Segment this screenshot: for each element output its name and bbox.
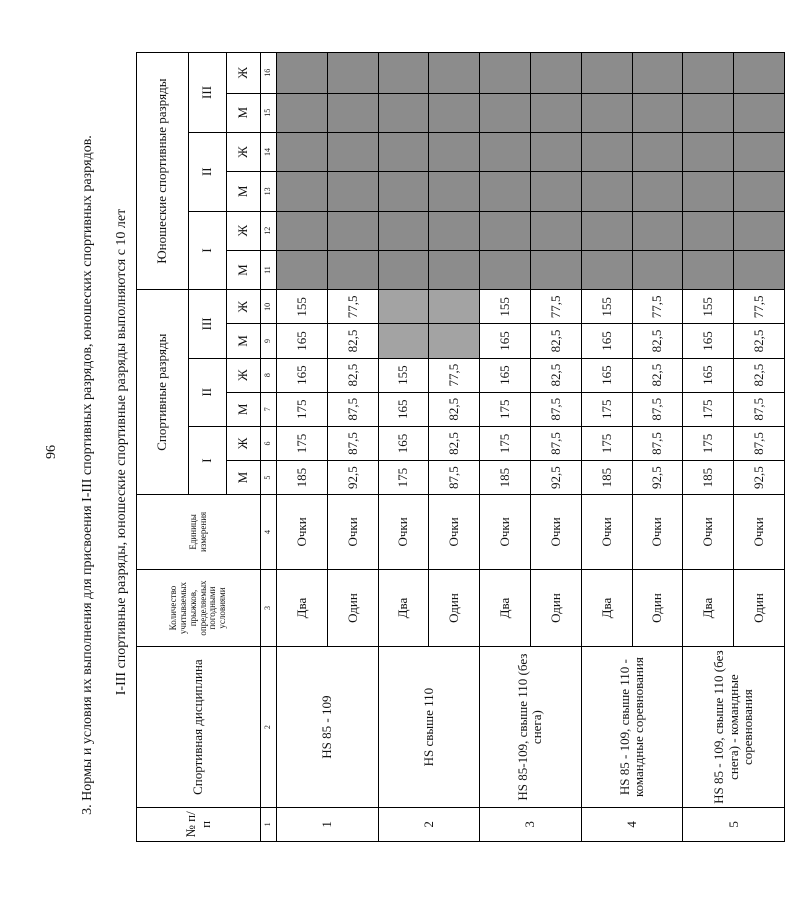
- value-cell: 165: [277, 324, 328, 358]
- youth-empty-cell: [632, 93, 683, 132]
- value-cell: 92,5: [530, 461, 581, 495]
- header-male: М: [227, 392, 261, 426]
- row-discipline: HS 85-109, свыше 110 (без снега): [480, 647, 582, 807]
- youth-empty-cell: [530, 93, 581, 132]
- youth-empty-cell: [480, 132, 531, 171]
- value-cell: 82,5: [530, 358, 581, 392]
- value-cell: 82,5: [734, 324, 785, 358]
- row-discipline: HS свыше 110: [378, 647, 480, 807]
- row-number: 5: [683, 807, 785, 841]
- column-number: 6: [261, 426, 277, 460]
- header-female: Ж: [227, 53, 261, 94]
- value-cell: 87,5: [632, 392, 683, 426]
- youth-empty-cell: [632, 172, 683, 211]
- value-cell: [378, 324, 429, 358]
- youth-empty-cell: [378, 211, 429, 250]
- youth-empty-cell: [683, 93, 734, 132]
- youth-empty-cell: [480, 211, 531, 250]
- row-jumps: Один: [632, 569, 683, 647]
- youth-empty-cell: [683, 211, 734, 250]
- youth-empty-cell: [632, 250, 683, 289]
- youth-empty-cell: [734, 93, 785, 132]
- value-cell: 155: [378, 358, 429, 392]
- youth-empty-cell: [378, 93, 429, 132]
- header-male: М: [227, 93, 261, 132]
- header-female: Ж: [227, 358, 261, 392]
- youth-empty-cell: [581, 211, 632, 250]
- value-cell: 82,5: [327, 358, 378, 392]
- value-cell: 165: [378, 426, 429, 460]
- value-cell: 165: [581, 324, 632, 358]
- value-cell: 92,5: [734, 461, 785, 495]
- table-row: [480, 53, 531, 842]
- value-cell: 77,5: [632, 290, 683, 324]
- row-unit: Очки: [530, 495, 581, 570]
- value-cell: 82,5: [632, 324, 683, 358]
- row-jumps: Один: [734, 569, 785, 647]
- value-cell: 175: [581, 392, 632, 426]
- youth-empty-cell: [327, 250, 378, 289]
- row-jumps: Два: [581, 569, 632, 647]
- row-number: 2: [378, 807, 480, 841]
- row-discipline: HS 85 - 109: [277, 647, 379, 807]
- header-sport-I: I: [189, 426, 227, 494]
- youth-empty-cell: [378, 53, 429, 94]
- youth-empty-cell: [327, 172, 378, 211]
- row-jumps: Один: [327, 569, 378, 647]
- value-cell: 82,5: [632, 358, 683, 392]
- youth-empty-cell: [327, 93, 378, 132]
- value-cell: 92,5: [327, 461, 378, 495]
- row-jumps: Один: [530, 569, 581, 647]
- column-number: 8: [261, 358, 277, 392]
- youth-empty-cell: [277, 53, 328, 94]
- value-cell: 185: [480, 461, 531, 495]
- table-row: [277, 53, 328, 842]
- youth-empty-cell: [530, 172, 581, 211]
- value-cell: 87,5: [734, 392, 785, 426]
- value-cell: 175: [683, 426, 734, 460]
- youth-empty-cell: [581, 93, 632, 132]
- table-row: [378, 53, 429, 842]
- header-sport-III: III: [189, 290, 227, 358]
- value-cell: 87,5: [429, 461, 480, 495]
- youth-empty-cell: [480, 53, 531, 94]
- youth-empty-cell: [327, 53, 378, 94]
- youth-empty-cell: [683, 172, 734, 211]
- value-cell: 87,5: [530, 392, 581, 426]
- column-number: 11: [261, 250, 277, 289]
- youth-empty-cell: [277, 93, 328, 132]
- table-row: [683, 53, 734, 842]
- header-male: М: [227, 324, 261, 358]
- column-number: 7: [261, 392, 277, 426]
- value-cell: [378, 290, 429, 324]
- youth-empty-cell: [734, 53, 785, 94]
- row-number: 3: [480, 807, 582, 841]
- youth-empty-cell: [277, 172, 328, 211]
- column-number: 3: [261, 569, 277, 647]
- youth-empty-cell: [480, 172, 531, 211]
- row-unit: Очки: [277, 495, 328, 570]
- column-numbers-row: [261, 53, 277, 842]
- value-cell: 165: [480, 358, 531, 392]
- row-unit: Очки: [480, 495, 531, 570]
- value-cell: 185: [581, 461, 632, 495]
- value-cell: 92,5: [632, 461, 683, 495]
- table-body: [137, 53, 785, 842]
- value-cell: 77,5: [327, 290, 378, 324]
- value-cell: 87,5: [327, 392, 378, 426]
- value-cell: 82,5: [734, 358, 785, 392]
- header-sport-ranks: Спортивные разряды: [137, 290, 189, 495]
- youth-empty-cell: [632, 211, 683, 250]
- header-units: Единицы измерения: [137, 495, 261, 570]
- section-title: 3. Нормы и условия их выполнения для присвоения I-III спортивных разрядов, юношеских спортивных разрядов.: [80, 135, 95, 815]
- value-cell: 175: [378, 461, 429, 495]
- youth-empty-cell: [734, 132, 785, 171]
- table-row: [581, 53, 632, 842]
- youth-empty-cell: [277, 211, 328, 250]
- row-jumps: Два: [683, 569, 734, 647]
- value-cell: [429, 324, 480, 358]
- column-number: 13: [261, 172, 277, 211]
- header-female: Ж: [227, 132, 261, 171]
- row-unit: Очки: [429, 495, 480, 570]
- value-cell: 175: [480, 426, 531, 460]
- youth-empty-cell: [581, 172, 632, 211]
- value-cell: 165: [581, 358, 632, 392]
- youth-empty-cell: [429, 172, 480, 211]
- row-discipline: HS 85 - 109, свыше 110 - командные соревнования: [581, 647, 683, 807]
- row-number: 1: [277, 807, 379, 841]
- value-cell: 175: [480, 392, 531, 426]
- youth-empty-cell: [632, 132, 683, 171]
- header-male: М: [227, 461, 261, 495]
- youth-empty-cell: [581, 132, 632, 171]
- youth-empty-cell: [378, 132, 429, 171]
- row-number: 4: [581, 807, 683, 841]
- value-cell: 155: [581, 290, 632, 324]
- column-number: 14: [261, 132, 277, 171]
- header-jumps: Количество учитываемых прыжков, определяемых погодными условиями: [137, 569, 261, 647]
- row-unit: Очки: [378, 495, 429, 570]
- value-cell: 82,5: [429, 426, 480, 460]
- header-youth-III: III: [189, 53, 227, 133]
- value-cell: 77,5: [530, 290, 581, 324]
- youth-empty-cell: [530, 250, 581, 289]
- row-discipline: HS 85 - 109, свыше 110 (без снега) - командные соревнования: [683, 647, 785, 807]
- value-cell: 175: [277, 426, 328, 460]
- youth-empty-cell: [581, 53, 632, 94]
- value-cell: 175: [683, 392, 734, 426]
- header-youth-ranks: Юношеские спортивные разряды: [137, 53, 189, 290]
- value-cell: 185: [683, 461, 734, 495]
- row-jumps: Один: [429, 569, 480, 647]
- value-cell: 82,5: [429, 392, 480, 426]
- youth-empty-cell: [378, 172, 429, 211]
- header-sport-II: II: [189, 358, 227, 426]
- value-cell: 175: [581, 426, 632, 460]
- row-jumps: Два: [480, 569, 531, 647]
- column-number: 16: [261, 53, 277, 94]
- header-num: № п/п: [137, 807, 261, 841]
- youth-empty-cell: [480, 250, 531, 289]
- header-female: Ж: [227, 211, 261, 250]
- youth-empty-cell: [530, 53, 581, 94]
- youth-empty-cell: [683, 250, 734, 289]
- value-cell: 87,5: [327, 426, 378, 460]
- column-number: 4: [261, 495, 277, 570]
- value-cell: 82,5: [327, 324, 378, 358]
- value-cell: 155: [277, 290, 328, 324]
- row-jumps: Два: [378, 569, 429, 647]
- header-female: Ж: [227, 290, 261, 324]
- youth-empty-cell: [429, 211, 480, 250]
- value-cell: 87,5: [632, 426, 683, 460]
- youth-empty-cell: [632, 53, 683, 94]
- header-youth-II: II: [189, 132, 227, 211]
- value-cell: 82,5: [530, 324, 581, 358]
- value-cell: 185: [277, 461, 328, 495]
- youth-empty-cell: [429, 250, 480, 289]
- row-unit: Очки: [632, 495, 683, 570]
- value-cell: 155: [683, 290, 734, 324]
- header-male: М: [227, 250, 261, 289]
- youth-empty-cell: [480, 93, 531, 132]
- youth-empty-cell: [277, 250, 328, 289]
- youth-empty-cell: [683, 53, 734, 94]
- column-number: 5: [261, 461, 277, 495]
- youth-empty-cell: [327, 132, 378, 171]
- table-caption: I-III спортивные разряды, юношеские спортивные разряды выполняются с 10 лет: [114, 208, 129, 696]
- youth-empty-cell: [734, 250, 785, 289]
- row-jumps: Два: [277, 569, 328, 647]
- column-number: 12: [261, 211, 277, 250]
- value-cell: 87,5: [530, 426, 581, 460]
- youth-empty-cell: [429, 53, 480, 94]
- value-cell: 175: [277, 392, 328, 426]
- value-cell: 155: [480, 290, 531, 324]
- value-cell: 165: [480, 324, 531, 358]
- value-cell: [429, 290, 480, 324]
- row-unit: Очки: [683, 495, 734, 570]
- youth-empty-cell: [581, 250, 632, 289]
- youth-empty-cell: [734, 211, 785, 250]
- header-female: Ж: [227, 426, 261, 460]
- value-cell: 165: [683, 324, 734, 358]
- value-cell: 77,5: [734, 290, 785, 324]
- value-cell: 77,5: [429, 358, 480, 392]
- youth-empty-cell: [429, 93, 480, 132]
- youth-empty-cell: [429, 132, 480, 171]
- rotated-table-container: [136, 52, 766, 842]
- norms-table: [136, 52, 785, 842]
- row-unit: Очки: [734, 495, 785, 570]
- header-youth-I: I: [189, 211, 227, 290]
- youth-empty-cell: [327, 211, 378, 250]
- youth-empty-cell: [378, 250, 429, 289]
- value-cell: 165: [683, 358, 734, 392]
- column-number: 10: [261, 290, 277, 324]
- column-number: 2: [261, 647, 277, 807]
- row-unit: Очки: [581, 495, 632, 570]
- youth-empty-cell: [530, 211, 581, 250]
- header-discipline: Спортивная дисциплина: [137, 647, 261, 807]
- youth-empty-cell: [683, 132, 734, 171]
- column-number: 15: [261, 93, 277, 132]
- header-row-1: [137, 53, 189, 842]
- row-unit: Очки: [327, 495, 378, 570]
- page-number: 96: [44, 445, 59, 459]
- column-number: 1: [261, 807, 277, 841]
- value-cell: 165: [277, 358, 328, 392]
- youth-empty-cell: [277, 132, 328, 171]
- value-cell: 165: [378, 392, 429, 426]
- youth-empty-cell: [734, 172, 785, 211]
- youth-empty-cell: [530, 132, 581, 171]
- header-male: М: [227, 172, 261, 211]
- column-number: 9: [261, 324, 277, 358]
- value-cell: 87,5: [734, 426, 785, 460]
